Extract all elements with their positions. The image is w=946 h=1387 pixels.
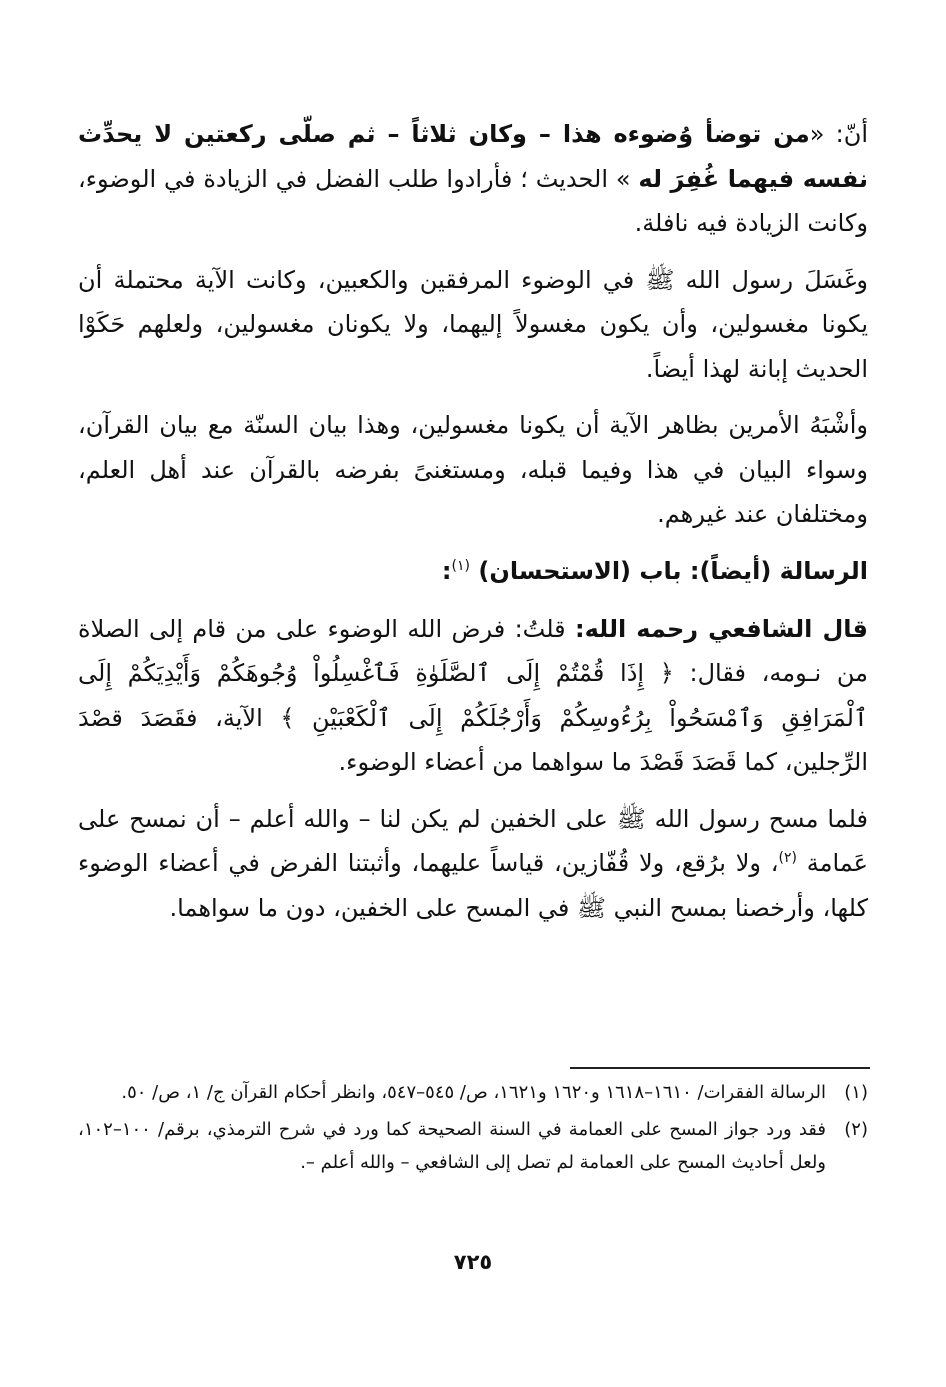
footnote-item xyxy=(78,1076,868,1109)
hadith-quote: من توضأ وُضوءه هذا – وكان ثلاثاً – ثم صلّى ركعتين لا يحدِّث نفسه فيهما غُفِرَ له xyxy=(78,120,868,193)
footnote-number: (٢) xyxy=(844,1119,868,1140)
footnote-item xyxy=(78,1113,868,1179)
shafii-lead: قال الشافعي رحمه الله: xyxy=(575,614,869,643)
section-heading xyxy=(78,549,868,593)
paragraph-hadith-tail: » الحديث ؛ فأرادوا طلب الفضل في الزيادة في الوضوء، وكانت الزيادة فيه نافلة. xyxy=(78,164,868,237)
paragraph-resemblance: وأشْبَهُ الأمرين بظاهر الآية أن يكونا مغسولين، وهذا بيان السنّة مع بيان القرآن، وسواء البيان في هذا وفيما قبله، ومستغنىً بفرضه بالقرآن عند أهل العلم، ومختلفان عند غيرهم. xyxy=(78,411,868,528)
paragraph-washing: وغَسَلَ رسول الله ﷺ في الوضوء المرفقين والكعبين، وكانت الآية محتملة أن يكونا مغسولين، وأن يكون مغسولاً إليهما، ولا يكونان مغسولين، ولعلهم حَكَوْا الحديث إبانة لهذا أيضاً. xyxy=(78,265,868,383)
page-number: ٧٢٥ xyxy=(453,1250,493,1274)
footnote-ref-2[interactable]: (٢) xyxy=(778,850,797,866)
footnote-number: (١) xyxy=(844,1082,868,1103)
paragraph-shafii xyxy=(78,607,868,785)
paragraph-hadith-lead: أنّ: « xyxy=(809,120,868,148)
wiping-part2: ، ولا برُقع، ولا قُفّازين، قياساً عليهما، وأثبتنا الفرض في أعضاء الوضوء كلها، وأرخصنا بمسح النبي ﷺ في المسح على الخفين، دون ما سواهما. xyxy=(78,849,868,922)
footnote-ref-1[interactable]: (١) xyxy=(451,557,470,574)
section-heading-colon: : xyxy=(441,556,452,585)
paragraph-wiping xyxy=(78,797,868,931)
shafii-text: قلتُ: فرض الله الوضوء على من قام إلى الصلاة من نـومه، فقال: ﴿ إِذَا قُمْتُمْ إِلَى ٱلصَّلَوٰةِ فَٱغْسِلُواْ وُجُوهَكُمْ وَأَيْدِيَكُمْ إِلَى ٱلْمَرَافِقِ وَٱمْسَحُواْ بِرُءُوسِكُمْ وَأَرْجُلَكُمْ إِلَى ٱلْكَعْبَيْنِ ﴾ الآية، فقَصَدَ قصْدَ الرِّجلين، كما قَصَدَ قَصْدَ ما سواهما من أعضاء الوضوء. xyxy=(78,614,868,776)
footnote-separator xyxy=(570,1067,870,1069)
footnote-text: فقد ورد جواز المسح على العمامة في السنة الصحيحة كما ورد في شرح الترمذي، برقم/ ١٠٠–١٠٢، ولعل أحاديث المسح على العمامة لم تصل إلى الشافعي – والله أعلم –. xyxy=(78,1119,826,1173)
footnotes xyxy=(78,1076,868,1183)
wiping-part1: فلما مسح رسول الله ﷺ على الخفين لم يكن لنا – والله أعلم – أن نمسح على عَمامة xyxy=(78,804,868,877)
section-heading-text: الرسالة (أيضاً): باب (الاستحسان) xyxy=(478,556,868,585)
footnote-text: الرسالة الفقرات/ ١٦١٠–١٦١٨ و١٦٢٠ و١٦٢١، ص/ ٥٤٥–٥٤٧، وانظر أحكام القرآن ج/ ١، ص/ ٥٠. xyxy=(121,1082,826,1103)
paragraph-hadith xyxy=(78,112,868,246)
